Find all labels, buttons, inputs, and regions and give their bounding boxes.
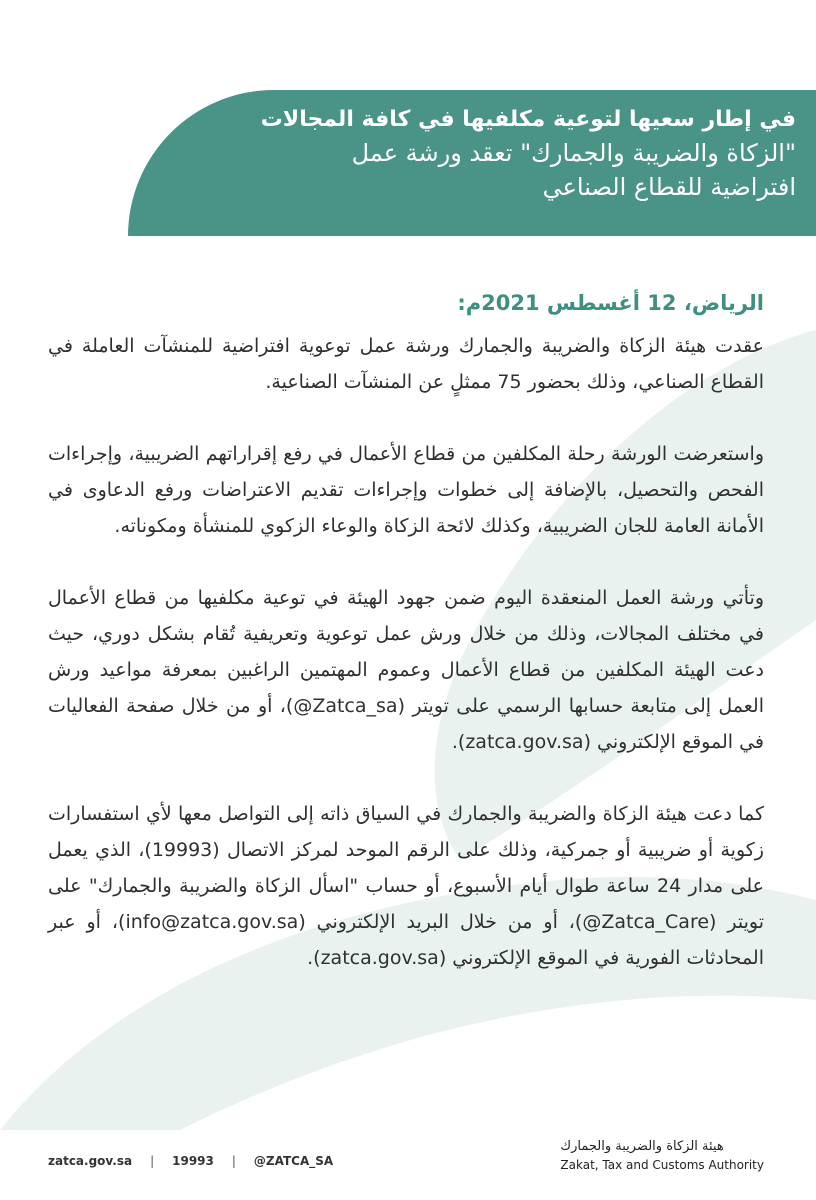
- headline-line-3: افتراضية للقطاع الصناعي: [542, 173, 796, 201]
- dateline: الرياض، 12 أغسطس 2021م:: [457, 291, 764, 315]
- paragraph-3: وتأتي ورشة العمل المنعقدة اليوم ضمن جهود الهيئة في توعية مكلفيها من قطاع الأعمال في مختلف المجالات، وذلك من خلال ورش عمل توعوية وتعريفية تُقام بشكل دوري، حيث دعت الهيئة المكلفين من قطاع الأعمال وعموم المهتمين الراغبين بمعرفة مواعيد ورش العمل إلى متابعة حسابها الرسمي على تويتر (Zatca_sa@)، أو من خلال صفحة الفعاليات في الموقع الإلكتروني (zatca.gov.sa).: [48, 587, 764, 753]
- article-body: [48, 288, 764, 1012]
- footer-twitter-link[interactable]: @ZATCA_SA: [253, 1154, 334, 1168]
- zatca-logo: [560, 1138, 764, 1174]
- paragraph-1: عقدت هيئة الزكاة والضريبة والجمارك ورشة عمل توعوية افتراضية للمنشآت العاملة في القطاع الصناعي، وذلك بحضور 75 ممثلٍ عن المنشآت الصناعية.: [48, 335, 764, 393]
- logo-arabic-name: هيئة الزكاة والضريبة والجمارك: [560, 1139, 724, 1154]
- headline-line-1: في إطار سعيها لتوعية مكلفيها في كافة المجالات: [260, 107, 796, 132]
- footer-website-link[interactable]: zatca.gov.sa: [48, 1154, 133, 1168]
- headline-banner: [128, 90, 816, 236]
- logo-english-name: Zakat, Tax and Customs Authority: [560, 1158, 764, 1172]
- footer-contact-links: [48, 1154, 333, 1168]
- headline-line-2: "الزكاة والضريبة والجمارك" تعقد ورشة عمل: [351, 139, 796, 167]
- footer-separator: |: [231, 1154, 236, 1168]
- paragraph-2: واستعرضت الورشة رحلة المكلفين من قطاع الأعمال في رفع إقراراتهم الضريبية، وإجراءات الفحص والتحصيل، بالإضافة إلى خطوات وإجراءات تقديم الاعتراضات ورفع الدعاوى في الأمانة العامة للجان الضريبية، وكذلك لائحة الزكاة والوعاء الزكوي للمنشأة ومكوناته.: [48, 443, 764, 537]
- paragraph-4: كما دعت هيئة الزكاة والضريبة والجمارك في السياق ذاته إلى التواصل معها لأي استفسارات زكوية أو ضريبية أو جمركية، وذلك على الرقم الموحد لمركز الاتصال (19993)، الذي يعمل على مدار 24 ساعة طوال أيام الأسبوع، أو حساب "اسأل الزكاة والضريبة والجمارك" على تويتر (Zatca_Care@)، أو من خلال البريد الإلكتروني (info@zatca.gov.sa)، أو عبر المحادثات الفورية في الموقع الإلكتروني (zatca.gov.sa).: [48, 803, 765, 969]
- footer: [48, 1138, 764, 1178]
- footer-separator: |: [150, 1154, 155, 1168]
- footer-phone: 19993: [172, 1154, 214, 1168]
